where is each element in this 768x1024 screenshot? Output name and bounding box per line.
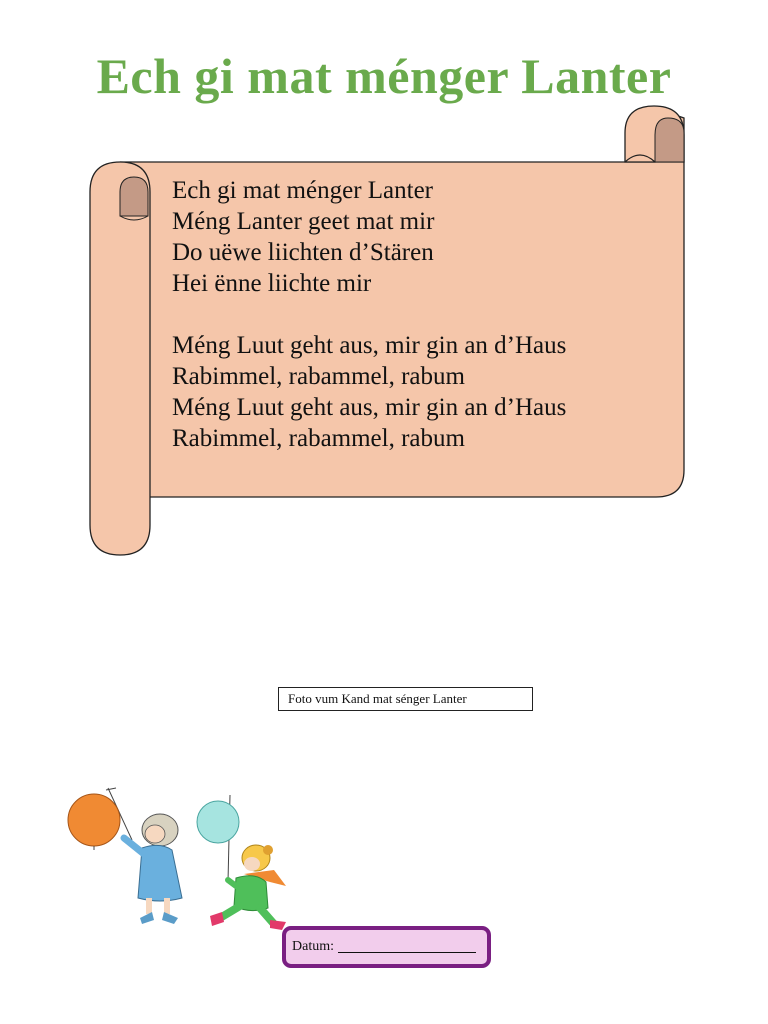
poem-line: Rabimmel, rabammel, rabum (172, 425, 465, 452)
poem-line: Hei ënne liichte mir (172, 270, 372, 297)
poem-line: Méng Lanter geet mat mir (172, 208, 435, 235)
child-blue-coat-icon (124, 814, 182, 924)
scroll-left-curl (120, 177, 148, 216)
child-green-outfit-icon (210, 845, 286, 930)
teal-lantern-icon (197, 801, 239, 843)
date-field (282, 926, 491, 968)
photo-caption-box (278, 687, 533, 711)
date-blank-line (338, 940, 476, 953)
scroll-left-roll (90, 162, 150, 555)
poem-line: Do uëwe liichten d’Stären (172, 239, 434, 266)
date-label: Datum: (292, 939, 334, 954)
poem-text (172, 175, 652, 454)
orange-lantern-icon (68, 794, 120, 846)
poem-line: Méng Luut geht aus, mir gin an d’Haus (172, 332, 567, 359)
poem-line: Ech gi mat ménger Lanter (172, 177, 433, 204)
poem-line: Méng Luut geht aus, mir gin an d’Haus (172, 394, 567, 421)
children-with-lanterns-illustration (60, 770, 300, 940)
photo-caption: Foto vum Kand mat sénger Lanter (288, 691, 467, 706)
poem-line: Rabimmel, rabammel, rabum (172, 363, 465, 390)
scroll-top-curl-inner (655, 118, 684, 162)
page-title: Ech gi mat ménger Lanter (96, 48, 672, 104)
